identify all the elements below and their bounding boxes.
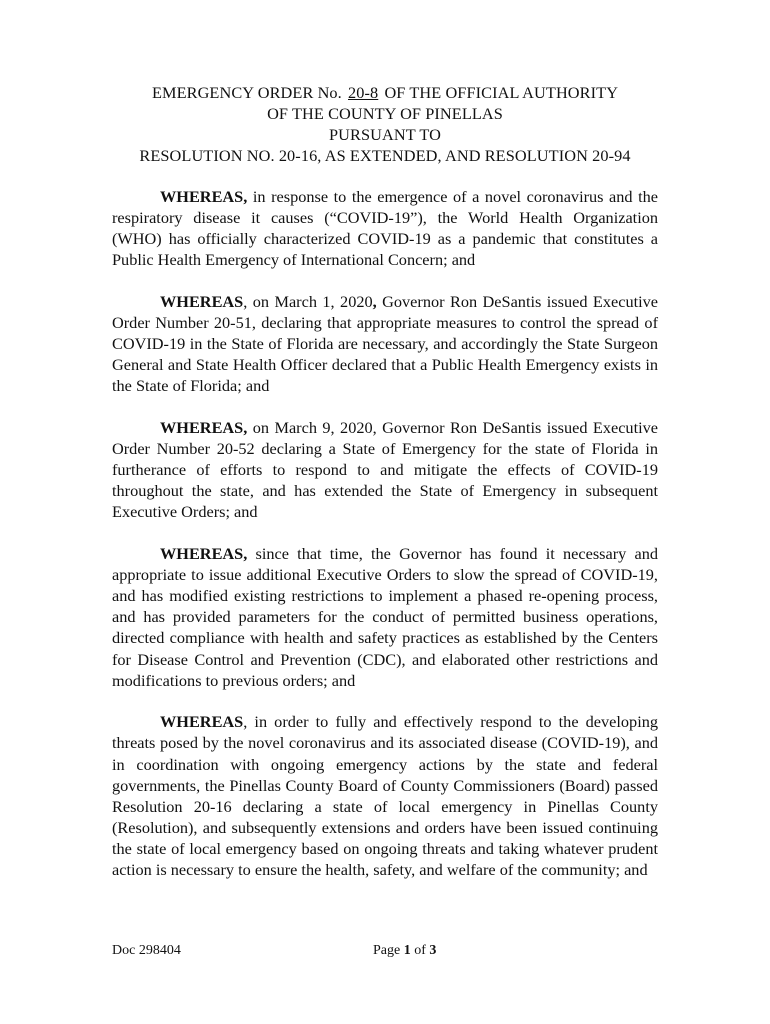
paragraph-text: Governor Ron DeSantis issued Executive Order Number 20-51, declaring that appropriate measures to control the spread of COVID-19 in the State of Florida are necessary, and accordingly the State Surgeon General and State Health Officer declared that a Public Health Emergency exists in the State of Florida; and [112,291,659,396]
page-of: of [414,943,426,958]
document-body [112,186,658,901]
paragraph-text-before: , on March 1, 2020 [243,291,373,311]
whereas-paragraph-2 [112,291,658,396]
page-label: Page [373,943,401,958]
whereas-paragraph-4 [112,543,658,691]
whereas-lead: WHEREAS [160,291,244,311]
whereas-paragraph-3 [112,417,658,522]
whereas-lead: WHEREAS, [160,544,248,564]
paragraph-text: since that time, the Governor has found it necessary and appropriate to issue additional Executive Orders to slow the spread of COVID-19, and has modified existing restrictions to implement a phased re-opening process, and has provided parameters for the conduct of permitted business operations, directed compliance with health and safety practices as established by the Centers for Disease Control and Prevention (CDC), and elaborated other restrictions and modifications to previous orders; and [112,544,658,690]
whereas-lead: WHEREAS, [160,418,248,438]
bold-comma: , [372,291,377,311]
page-footer [112,943,658,963]
title-line-2: OF THE COUNTY OF PINELLAS [267,104,503,123]
page-total: 3 [429,943,437,958]
paragraph-text: on March 9, 2020, Governor Ron DeSantis issued Executive Order Number 20-52 declaring a State of Emergency for the state of Florida in furtherance of efforts to respond to and mitigate the effects of COVID-19 throughout the state, and has extended the State of Emergency in subsequent Executive Orders; and [112,418,658,522]
document-id: Doc 298404 [112,943,181,958]
title-suffix: OF THE OFFICIAL AUTHORITY [384,83,619,102]
title-prefix: EMERGENCY ORDER No. [151,83,342,102]
title-line-1 [110,82,660,103]
order-number: 20-8 [348,83,379,102]
whereas-lead: WHEREAS [160,712,244,732]
order-title [110,82,660,166]
paragraph-text: , in order to fully and effectively respond to the developing threats posed by the novel coronavirus and its associated disease (COVID-19), and in coordination with ongoing emergency actions by the state and federal governments, the Pinellas County Board of County Commissioners (Board) passed Resolution 20-16 declaring a state of local emergency in Pinellas County (Resolution), and subsequently extensions and orders have been issued continuing the state of local emergency based on ongoing threats and taking whatever prudent action is necessary to ensure the health, safety, and welfare of the community; and [112,712,658,879]
page-current: 1 [403,943,411,958]
title-line-4: RESOLUTION NO. 20-16, AS EXTENDED, AND RESOLUTION 20-94 [139,146,631,165]
page-number [373,943,436,959]
whereas-lead: WHEREAS, [160,187,248,206]
title-line-3: PURSUANT TO [329,125,441,144]
whereas-paragraph-5 [112,711,658,880]
whereas-paragraph-1 [112,186,658,270]
paragraph-text: in response to the emergence of a novel coronavirus and the respiratory disease it causes (“COVID-19”), the World Health Organization (WHO) has officially characterized COVID-19 as a pandemic that constitutes a Public Health Emergency of International Concern; and [112,187,658,270]
